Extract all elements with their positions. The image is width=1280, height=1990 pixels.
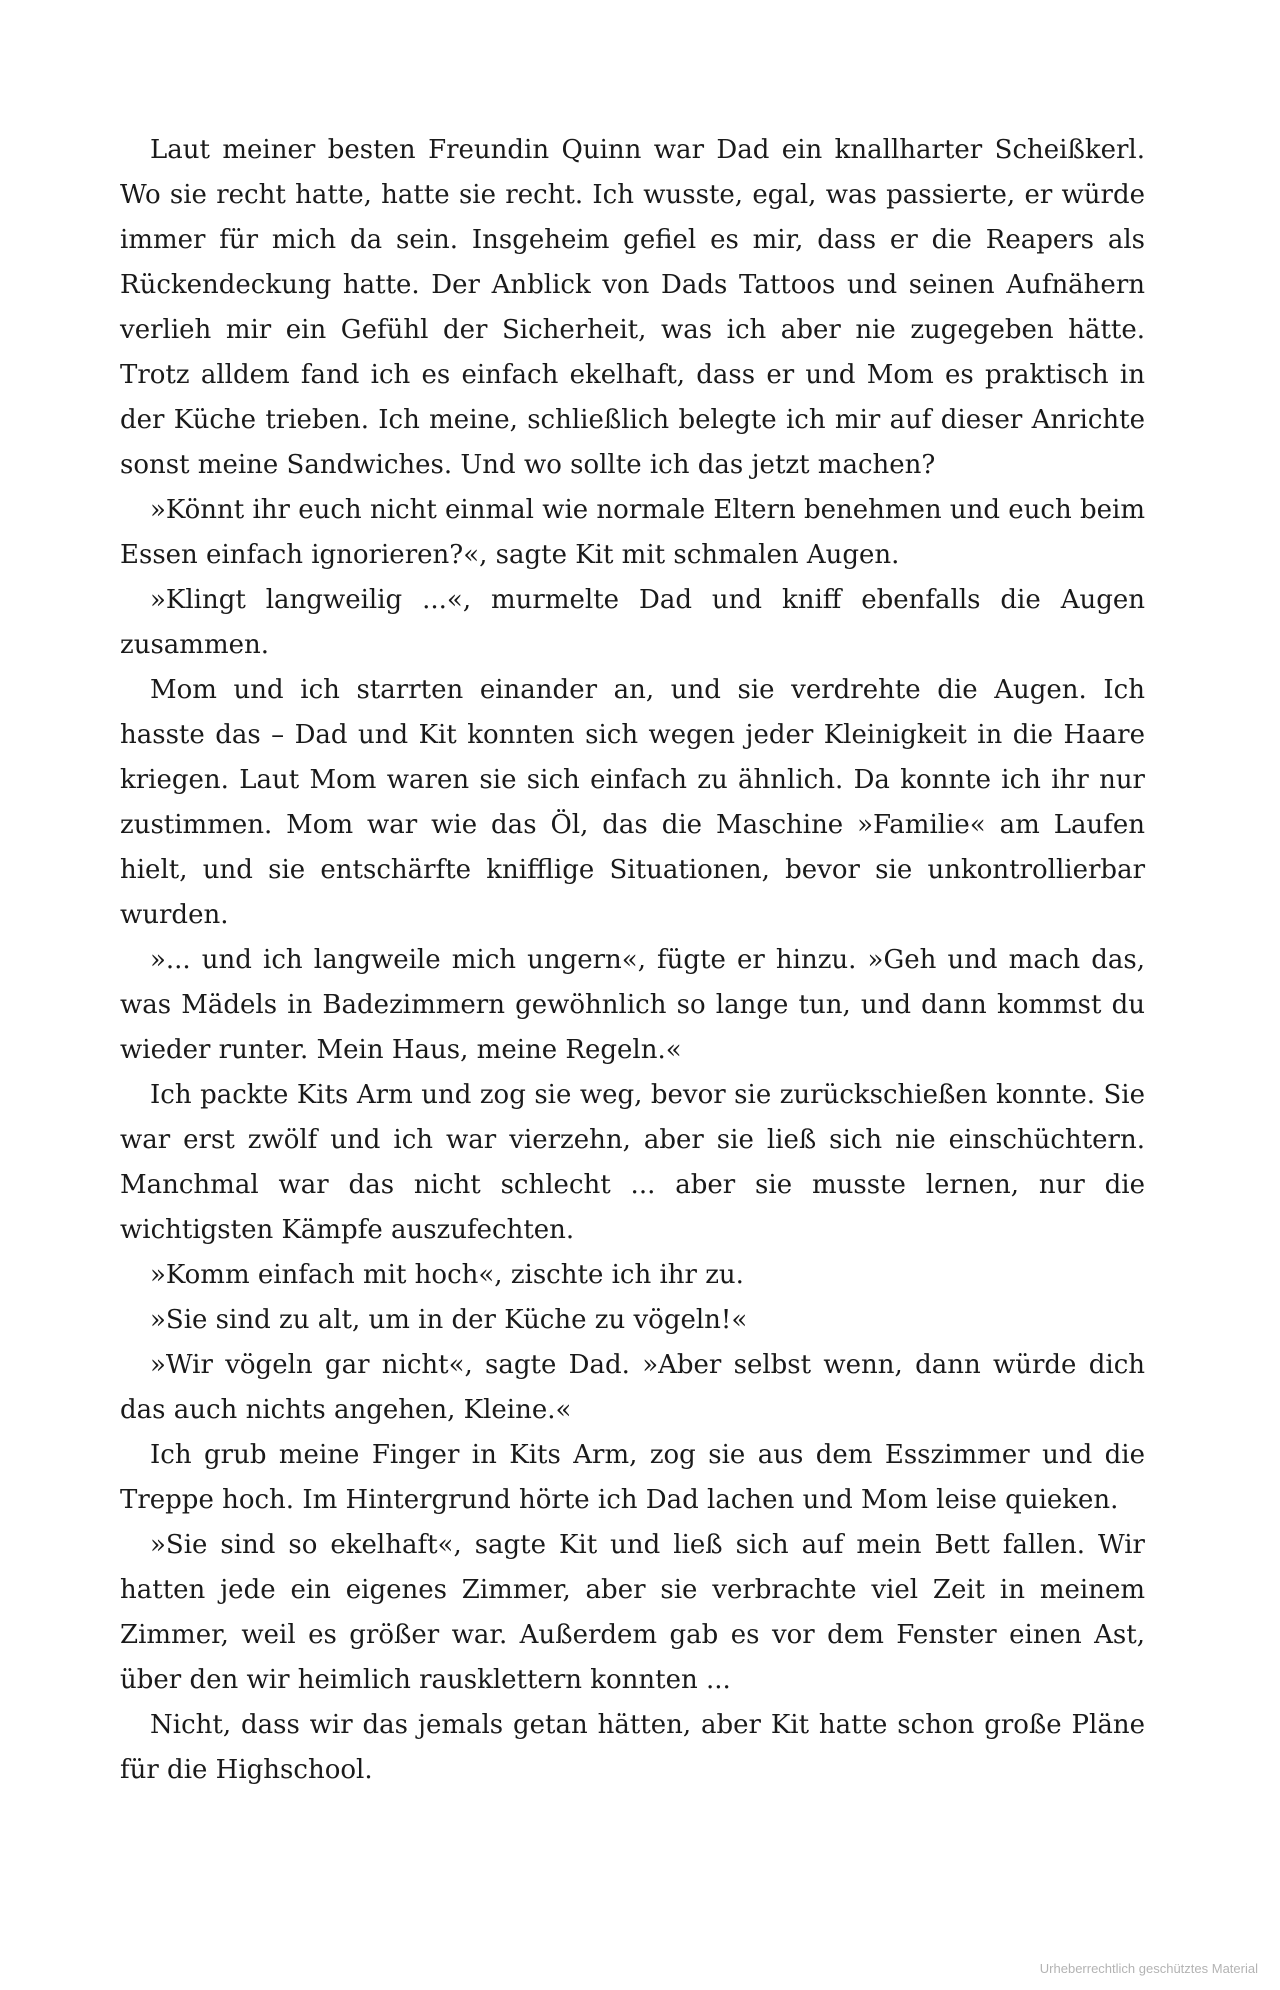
- paragraph: Nicht, dass wir das jemals getan hätten, aber Kit hatte schon große Pläne für die Highschool.: [120, 1710, 1145, 1785]
- paragraph: »Komm einfach mit hoch«, zischte ich ihr zu.: [150, 1260, 744, 1290]
- book-page-text: [120, 128, 1145, 1793]
- paragraph: Ich grub meine Finger in Kits Arm, zog sie aus dem Esszimmer und die Treppe hoch. Im Hintergrund hörte ich Dad lachen und Mom leise quieken.: [120, 1440, 1145, 1515]
- paragraph: »Könnt ihr euch nicht einmal wie normale Eltern benehmen und euch beim Essen einfach ignorieren?«, sagte Kit mit schmalen Augen.: [120, 495, 1146, 570]
- paragraph: »Klingt langweilig ...«, murmelte Dad und kniff ebenfalls die Augen zusammen.: [120, 585, 1145, 660]
- paragraph: Mom und ich starrten einander an, und sie verdrehte die Augen. Ich hasste das – Dad und Kit konnten sich wegen jeder Kleinigkeit in die Haare kriegen. Laut Mom waren sie sich einfach zu ähnlich. Da konnte ich ihr nur zustimmen. Mom war wie das Öl, das die Maschine »Familie« am Laufen hielt, und sie entschärfte knifflige Situationen, bevor sie unkontrollierbar wurden.: [120, 675, 1145, 930]
- paragraph: »... und ich langweile mich ungern«, fügte er hinzu. »Geh und mach das, was Mädels in Badezimmern gewöhnlich so lange tun, und dann kommst du wieder runter. Mein Haus, meine Regeln.«: [120, 945, 1145, 1065]
- paragraph: Ich packte Kits Arm und zog sie weg, bevor sie zurückschießen konnte. Sie war erst zwölf und ich war vierzehn, aber sie ließ sich nie einschüchtern. Manchmal war das nicht schlecht ... aber sie musste lernen, nur die wichtigsten Kämpfe auszufechten.: [120, 1080, 1145, 1245]
- paragraph: Laut meiner besten Freundin Quinn war Dad ein knallharter Scheißkerl. Wo sie recht hatte, hatte sie recht. Ich wusste, egal, was passierte, er würde immer für mich da sein. Insgeheim gefiel es mir, dass er die Reapers als Rückendeckung hatte. Der Anblick von Dads Tattoos und seinen Aufnähern verlieh mir ein Gefühl der Sicherheit, was ich aber nie zugegeben hätte. Trotz alldem fand ich es einfach ekelhaft, dass er und Mom es praktisch in der Küche trieben. Ich meine, schließlich belegte ich mir auf dieser Anrichte sonst meine Sandwiches. Und wo sollte ich das jetzt machen?: [120, 135, 1145, 480]
- paragraph: »Sie sind zu alt, um in der Küche zu vögeln!«: [150, 1305, 748, 1335]
- paragraph: »Sie sind so ekelhaft«, sagte Kit und ließ sich auf mein Bett fallen. Wir hatten jede ein eigenes Zimmer, aber sie verbrachte viel Zeit in meinem Zimmer, weil es größer war. Außerdem gab es vor dem Fenster einen Ast, über den wir heimlich rausklettern konnten ...: [120, 1530, 1145, 1695]
- paragraph: »Wir vögeln gar nicht«, sagte Dad. »Aber selbst wenn, dann würde dich das auch nichts angehen, Kleine.«: [120, 1350, 1145, 1425]
- copyright-watermark: Urheberrechtlich geschütztes Material: [1039, 1961, 1258, 1976]
